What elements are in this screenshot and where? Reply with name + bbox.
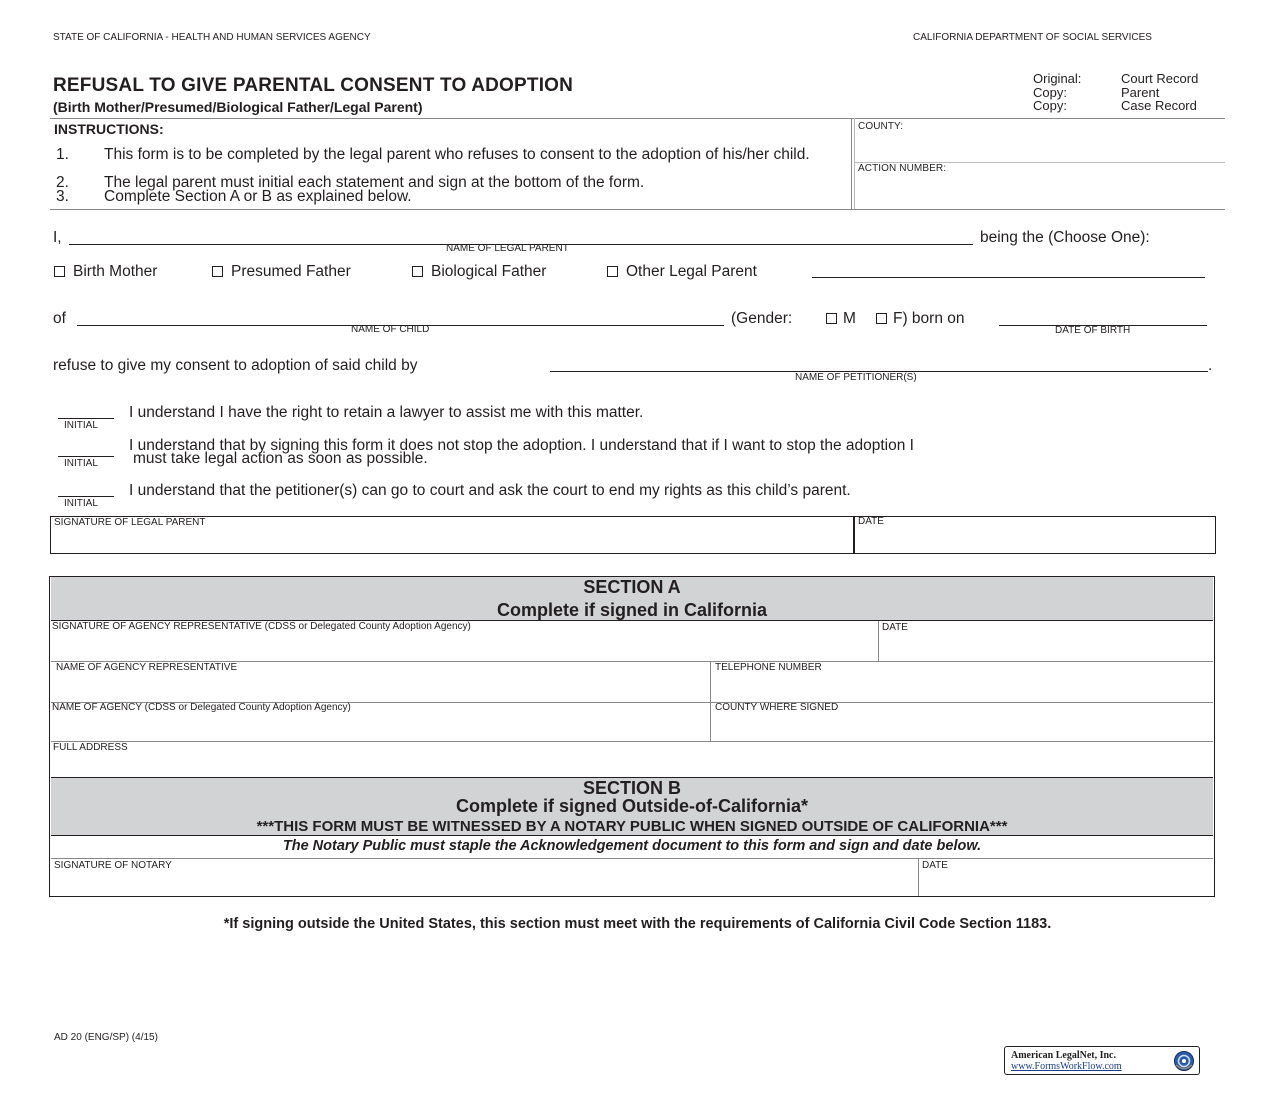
county-signed-label: COUNTY WHERE SIGNED xyxy=(715,702,839,713)
checkbox-icon[interactable] xyxy=(212,266,223,277)
divider xyxy=(878,621,879,662)
agency-header-right: CALIFORNIA DEPARTMENT OF SOCIAL SERVICES xyxy=(913,32,1152,43)
section-a-date-label: DATE xyxy=(882,622,908,633)
gender-male-option[interactable] xyxy=(826,310,856,328)
section-b-subtitle: Complete if signed Outside-of-California* xyxy=(455,796,809,816)
divider xyxy=(51,858,1213,859)
i-prefix: I, xyxy=(53,229,62,246)
agency-name-field[interactable] xyxy=(53,714,705,740)
divider xyxy=(918,858,919,896)
initial-caption: INITIAL xyxy=(64,420,98,431)
other-legal-parent-field[interactable] xyxy=(812,277,1205,278)
option-label: Other Legal Parent xyxy=(626,263,757,280)
initial-field-2[interactable] xyxy=(58,456,114,457)
instruction-text: The legal parent must initial each statement and sign at the bottom of the form. xyxy=(104,174,645,191)
option-birth-mother[interactable] xyxy=(54,263,157,281)
divider xyxy=(853,516,855,554)
copy-key: Original: xyxy=(1033,71,1082,86)
statement-3: I understand that the petitioner(s) can go to court and ask the court to end my rights as this child’s parent. xyxy=(129,482,851,499)
of-prefix: of xyxy=(53,310,66,327)
telephone-field[interactable] xyxy=(715,674,1212,700)
section-a-header xyxy=(51,577,1213,620)
action-number-field[interactable] xyxy=(858,174,1222,206)
copy-value: Case Record xyxy=(1121,98,1197,113)
copy-distribution xyxy=(1033,72,1198,113)
checkbox-icon[interactable] xyxy=(826,313,837,324)
name-of-legal-parent-caption: NAME OF LEGAL PARENT xyxy=(446,243,569,254)
agency-name-label: NAME OF AGENCY (CDSS or Delegated County Adoption Agency) xyxy=(52,702,351,713)
notary-signature-label: SIGNATURE OF NOTARY xyxy=(54,860,172,871)
option-label: Birth Mother xyxy=(73,263,158,280)
agency-rep-signature-field[interactable] xyxy=(53,634,873,659)
agency-rep-name-label: NAME OF AGENCY REPRESENTATIVE xyxy=(56,662,238,673)
signature-label: SIGNATURE OF LEGAL PARENT xyxy=(54,517,206,528)
instruction-text: This form is to be completed by the legal parent who refuses to consent to the adoption of his/her child. xyxy=(104,146,810,163)
statement-2-line-2: must take legal action as soon as possible. xyxy=(133,450,428,467)
checkbox-icon[interactable] xyxy=(607,266,618,277)
county-signed-field[interactable] xyxy=(715,714,1212,740)
instructions-label: INSTRUCTIONS: xyxy=(54,121,164,137)
instruction-item xyxy=(56,190,856,204)
globe-icon xyxy=(1173,1050,1195,1072)
telephone-label: TELEPHONE NUMBER xyxy=(715,662,822,673)
name-of-petitioner-caption: NAME OF PETITIONER(S) xyxy=(795,372,917,383)
section-a-title: SECTION A xyxy=(583,577,681,597)
initial-caption: INITIAL xyxy=(64,458,98,469)
section-b-title: SECTION B xyxy=(582,778,681,798)
instruction-number: 2. xyxy=(56,174,69,191)
action-number-label: ACTION NUMBER: xyxy=(858,163,947,174)
instruction-item xyxy=(56,148,856,162)
instruction-number: 3. xyxy=(56,188,69,205)
gender-m-label: M xyxy=(843,310,856,327)
legal-parent-signature-field[interactable] xyxy=(54,529,849,551)
checkbox-icon[interactable] xyxy=(412,266,423,277)
divider xyxy=(51,741,1213,742)
option-presumed-father[interactable] xyxy=(212,263,351,281)
initial-field-3[interactable] xyxy=(58,496,114,497)
logo-company-name: American LegalNet, Inc. xyxy=(1011,1050,1116,1061)
option-label: Biological Father xyxy=(431,263,547,280)
notary-instruction: The Notary Public must staple the Acknowledgement document to this form and sign and date below. xyxy=(282,838,982,854)
option-label: Presumed Father xyxy=(231,263,351,280)
section-a-subtitle: Complete if signed in California xyxy=(496,600,768,620)
form-subtitle: (Birth Mother/Presumed/Biological Father/Legal Parent) xyxy=(53,99,423,115)
statement-2-line-1: I understand that by signing this form it does not stop the adoption. I understand that if I want to stop the adoption I xyxy=(129,437,914,454)
notary-notice: ***THIS FORM MUST BE WITNESSED BY A NOTARY PUBLIC WHEN SIGNED OUTSIDE OF CALIFORNIA*** xyxy=(256,818,1008,835)
gender-label: (Gender: xyxy=(731,310,793,327)
being-the-text: being the (Choose One): xyxy=(980,229,1150,246)
footer-note: *If signing outside the United States, this section must meet with the requirements of California Civil Code Section 1183. xyxy=(223,916,1052,932)
american-legalnet-logo[interactable] xyxy=(1004,1046,1200,1075)
option-biological-father[interactable] xyxy=(412,263,546,281)
county-field[interactable] xyxy=(858,132,1222,160)
full-address-field[interactable] xyxy=(53,754,1211,776)
gender-female-option[interactable] xyxy=(876,310,965,328)
county-label: COUNTY: xyxy=(858,121,904,132)
copy-value: Parent xyxy=(1121,84,1160,100)
date-of-birth-caption: DATE OF BIRTH xyxy=(1055,325,1131,336)
section-a-date-field[interactable] xyxy=(882,634,1212,659)
notary-signature-field[interactable] xyxy=(54,872,914,894)
initial-field-1[interactable] xyxy=(58,418,114,419)
logo-website-link[interactable]: www.FormsWorkFlow.com xyxy=(1011,1061,1122,1072)
checkbox-icon[interactable] xyxy=(876,313,887,324)
full-address-label: FULL ADDRESS xyxy=(53,742,128,753)
refuse-text: refuse to give my consent to adoption of said child by xyxy=(53,357,418,374)
name-of-child-caption: NAME OF CHILD xyxy=(351,324,430,335)
copy-key: Copy: xyxy=(1033,84,1067,100)
form-number: AD 20 (ENG/SP) (4/15) xyxy=(54,1032,158,1043)
instruction-number: 1. xyxy=(56,146,69,163)
notary-date-field[interactable] xyxy=(922,872,1212,894)
section-b-header xyxy=(51,778,1213,835)
statement-1: I understand I have the right to retain a lawyer to assist me with this matter. xyxy=(129,404,644,421)
checkbox-icon[interactable] xyxy=(54,266,65,277)
copy-key: Copy: xyxy=(1033,98,1067,113)
date-label: DATE xyxy=(858,516,884,527)
form-title: REFUSAL TO GIVE PARENTAL CONSENT TO ADOPTION xyxy=(53,75,574,96)
gender-f-label: F) born on xyxy=(893,310,965,327)
agency-rep-name-field[interactable] xyxy=(53,674,705,700)
agency-rep-signature-label: SIGNATURE OF AGENCY REPRESENTATIVE (CDSS or Delegated County Adoption Agency) xyxy=(52,621,471,632)
agency-header-left: STATE OF CALIFORNIA - HEALTH AND HUMAN SERVICES AGENCY xyxy=(53,32,371,43)
legal-parent-date-field[interactable] xyxy=(858,529,1212,551)
notary-date-label: DATE xyxy=(922,860,948,871)
copy-value: Court Record xyxy=(1121,71,1199,86)
divider xyxy=(51,835,1213,836)
initial-caption: INITIAL xyxy=(64,498,98,509)
option-other-legal-parent[interactable] xyxy=(607,263,757,281)
period: . xyxy=(1208,357,1213,374)
instruction-text: Complete Section A or B as explained below. xyxy=(104,188,412,205)
